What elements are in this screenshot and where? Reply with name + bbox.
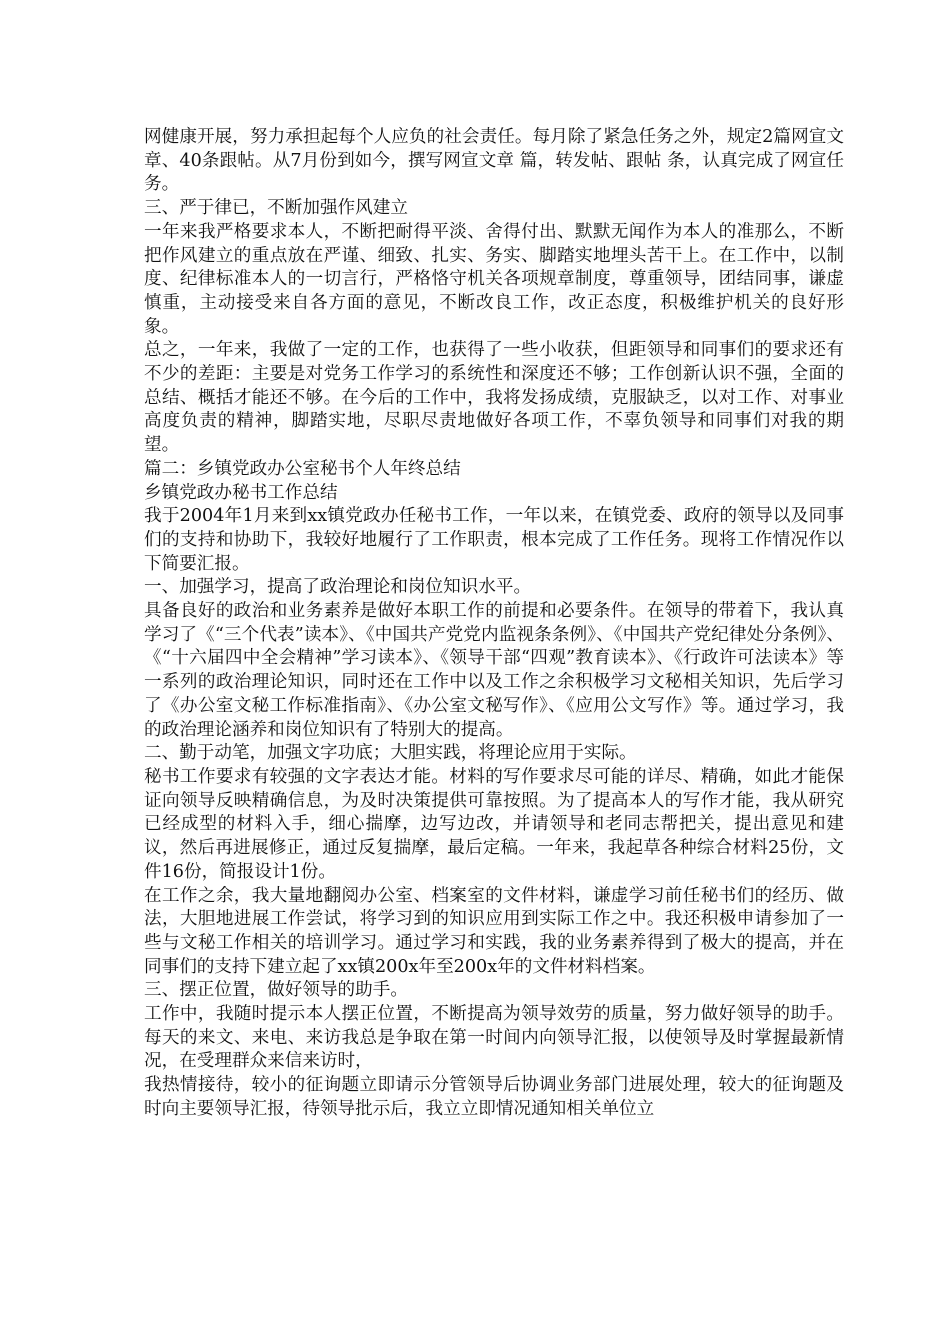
paragraph-assistant: 工作中，我随时提示本人摆正位置，不断提高为领导效劳的质量，努力做好领导的助手。每天的来文、来电、来访我总是争取在第一时间内向领导汇报，以使领导及时掌握最新情况，在受理群众来信来访时， [144, 1004, 844, 1072]
paragraph-reception: 我热情接待，较小的征询题立即请示分管领导后协调业务部门进展处理，较大的征询题及时向主要领导汇报，待领导批示后，我立立即情况通知相关单位立 [144, 1075, 844, 1119]
article-subtitle: 乡镇党政办秘书工作总结 [144, 482, 338, 503]
paragraph-continuation: 网健康开展，努力承担起每个人应负的社会责任。每月除了紧急任务之外，规定2篇网宣文章、40条跟帖。从7月份到如今，撰写网宣文章 篇，转发帖、跟帖 条，认真完成了网宣任务。 [144, 127, 844, 195]
section-heading-2: 二、勤于动笔，加强文字功底；大胆实践，将理论应用于实际。 [144, 743, 637, 764]
paragraph-intro: 我于2004年1月来到xx镇党政办任秘书工作，一年以来，在镇党委、政府的领导以及同事们的支持和协助下，我较好地履行了工作职责，根本完成了工作任务。现将工作情况作以下简要汇报。 [144, 506, 844, 574]
paragraph-work-style: 一年来我严格要求本人，不断把耐得平淡、舍得付出、默默无闻作为本人的准那么，不断把作风建立的重点放在严谨、细致、扎实、务实、脚踏实地埋头苦干上。在工作中，以制度、纪律标准本人的一切言行，严格恪守机关各项规章制度，尊重领导，团结同事，谦虚慎重，主动接受来自各方面的意见，不断改良工作，改正态度，积极维护机关的良好形象。 [144, 221, 844, 337]
paragraph-study: 具备良好的政治和业务素养是做好本职工作的前提和必要条件。在领导的带着下，我认真学习了《“三个代表”读本》、《中国共产党党内监视条条例》、《中国共产党纪律处分条例》、《“十六届四中全会精神”学习读本》、《领导干部“四观”教育读本》、《行政许可法读本》等一系列的政治理论知识，同时还在工作中以及工作之余积极学习文秘相关知识，先后学习了《办公室文秘工作标准指南》、《办公室文秘写作》、《应用公文写作》等。通过学习，我的政治理论涵养和岗位知识有了特别大的提高。 [144, 601, 844, 740]
section-heading-3: 三、严于律已，不断加强作风建立 [144, 198, 408, 219]
paragraph-summary: 总之，一年来，我做了一定的工作，也获得了一些小收获，但距领导和同事们的要求还有不少的差距：主要是对党务工作学习的系统性和深度还不够；工作创新认识不强，全面的总结、概括才能还不够。在今后的工作中，我将发扬成绩，克服缺乏，以对工作、对事业高度负责的精神，脚踏实地，尽职尽责地做好各项工作，不辜负领导和同事们对我的期望。 [144, 340, 844, 456]
section-heading-3b: 三、摆正位置，做好领导的助手。 [144, 980, 408, 1001]
paragraph-writing: 秘书工作要求有较强的文字表达才能。材料的写作要求尽可能的详尽、精确，如此才能保证向领导反映精确信息，为及时决策提供可靠按照。为了提高本人的写作才能，我从研究已经成型的材料入手，细心揣摩，边写边改，并请领导和老同志帮把关，提出意见和建议，然后再进展修正，通过反复揣摩，最后定稿。一年来，我起草各种综合材料25份，文件16份，简报设计1份。 [144, 766, 844, 882]
section-heading-1: 一、加强学习，提高了政治理论和岗位知识水平。 [144, 577, 532, 598]
paragraph-practice: 在工作之余，我大量地翻阅办公室、档案室的文件材料，谦虚学习前任秘书们的经历、做法，大胆地进展工作尝试，将学习到的知识应用到实际工作之中。我还积极申请参加了一些与文秘工作相关的培训学习。通过学习和实践，我的业务素养得到了极大的提高，并在同事们的支持下建立起了xx镇200x年至200x年的文件材料档案。 [144, 885, 844, 977]
article-title-part-2: 篇二：乡镇党政办公室秘书个人年终总结 [144, 458, 461, 479]
document-body [144, 126, 844, 1122]
